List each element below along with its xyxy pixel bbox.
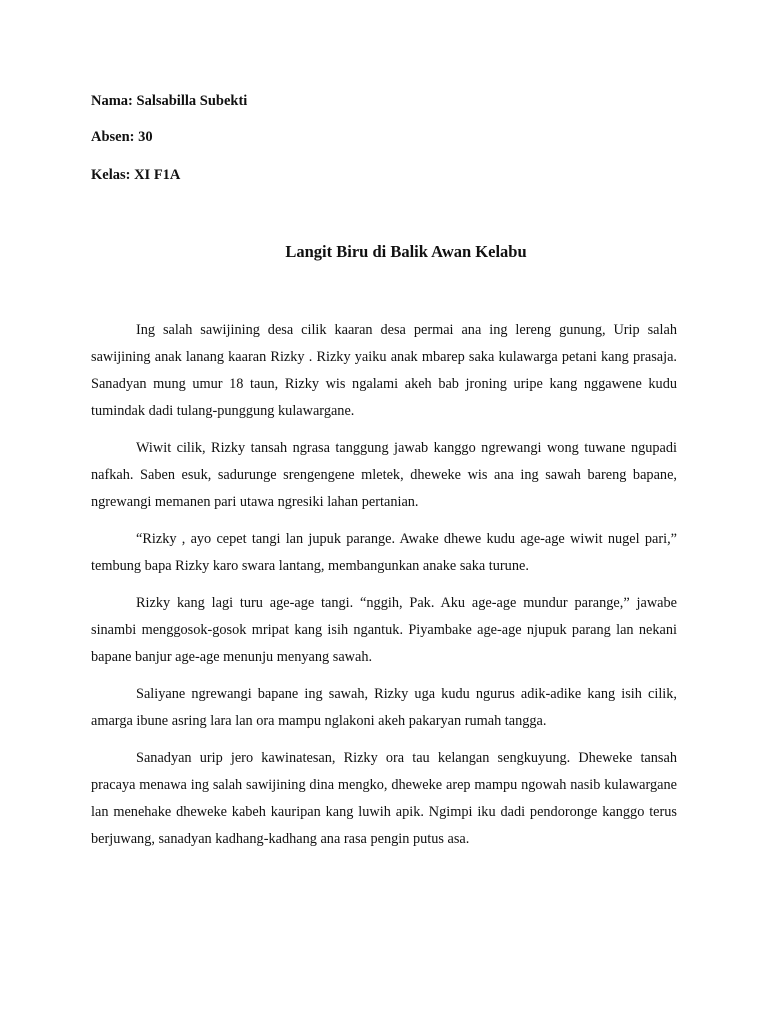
paragraph-4: Rizky kang lagi turu age-age tangi. “nggih, Pak. Aku age-age mundur parange,” jawabe sinambi menggosok-gosok mripat kang isih ngantuk. Piyambake age-age njupuk parang lan nekani bapane banjur age-age menunju menyang sawah. <box>91 595 677 665</box>
story-title: Langit Biru di Balik Awan Kelabu <box>285 242 527 261</box>
student-class: Kelas: XI F1A <box>91 167 181 183</box>
student-name: Nama: Salsabilla Subekti <box>91 93 248 109</box>
paragraph-2: Wiwit cilik, Rizky tansah ngrasa tanggung jawab kanggo ngrewangi wong tuwane ngupadi nafkah. Saben esuk, sadurunge srengengene mletek, dheweke wis ana ing sawah bareng bapane, ngrewangi memanen pari utawa ngresiki lahan pertanian. <box>91 440 677 510</box>
story-body <box>91 317 677 863</box>
student-absen: Absen: 30 <box>91 129 153 145</box>
paragraph-1: Ing salah sawijining desa cilik kaaran desa permai ana ing lereng gunung, Urip salah sawijining anak lanang kaaran Rizky . Rizky yaiku anak mbarep saka kulawarga petani kang prasaja. Sanadyan mung umur 18 taun, Rizky wis ngalami akeh bab jroning uripe kang nggawene kudu tumindak dadi tulang-punggung kulawargane. <box>91 322 677 419</box>
paragraph-6: Sanadyan urip jero kawinatesan, Rizky ora tau kelangan sengkuyung. Dheweke tansah pracaya menawa ing salah sawijining dina mengko, dheweke arep mampu ngowah nasib kulawargane lan menehake dheweke kabeh kauripan kang luwih apik. Ngimpi iku dadi pendoronge kanggo terus berjuwang, sanadyan kadhang-kadhang ana rasa pengin putus asa. <box>91 750 677 847</box>
paragraph-5: Saliyane ngrewangi bapane ing sawah, Rizky uga kudu ngurus adik-adike kang isih cilik, amarga ibune asring lara lan ora mampu nglakoni akeh pakaryan rumah tangga. <box>91 686 677 729</box>
paragraph-3: “Rizky , ayo cepet tangi lan jupuk parange. Awake dhewe kudu age-age wiwit nugel pari,” tembung bapa Rizky karo swara lantang, membangunkan anake saka turune. <box>91 531 677 574</box>
